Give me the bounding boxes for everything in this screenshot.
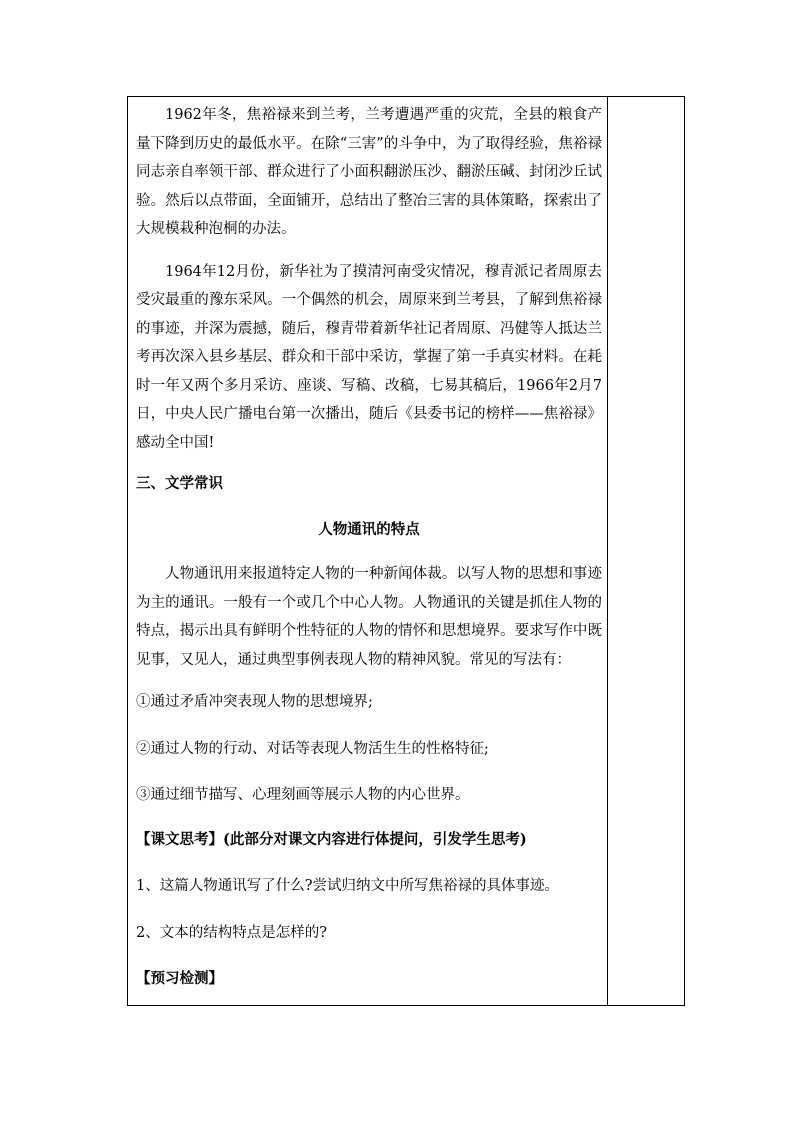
question-item: 2、文本的结构特点是怎样的?: [136, 924, 327, 941]
paragraph-1964: 1964年12月份，新华社为了摸清河南受灾情况，穆青派记者周原去受灾最重的豫东采风。一个偶然的机会，周原来到兰考县，了解到焦裕禄的事迹，并深为震撼，随后，穆青带着新华社记者周原、冯健等人抵达兰考再次深入县乡基层、群众和干部中采访，掌握了第一手真实材料。在耗时一年又两个多月采访、座谈、写稿、改稿，七易其稿后，1966年2月7日，中央人民广播电台第一次播出，随后《县委书记的榜样——焦裕禄》感动全中国!: [136, 263, 602, 451]
list-item: ①通过矛盾冲突表现人物的思想境界;: [136, 694, 373, 710]
list-item: ③通过细节描写、心理刻画等展示人物的内心世界。: [136, 787, 470, 803]
question-item: 1、这篇人物通讯写了什么?尝试归纳文中所写焦裕禄的具体事迹。: [136, 878, 559, 894]
section-heading: 三、文学常识: [136, 475, 223, 492]
main-cell: [136, 97, 602, 994]
paragraph-1962: 1962年冬，焦裕禄来到兰考，兰考遭遇严重的灾荒，全县的粮食产量下降到历史的最低水平。在除“三害”的斗争中，为了取得经验，焦裕禄同志亲自率领干部、群众进行了小面积翻淤压沙、翻淤压碱、封闭沙丘试验。然后以点带面，全面铺开，总结出了整冶三害的具体策略，探索出了大规模栽种泡桐的办法。: [136, 107, 602, 237]
list-item: ②通过人物的行动、对话等表现人物活生生的性格特征;: [136, 740, 489, 757]
paragraph-features: 人物通讯用来报道特定人物的一种新闻体裁。以写人物的思想和事迹为主的通讯。一般有一个或几个中心人物。人物通讯的关键是抓住人物的特点，揭示出具有鲜明个性特征的人物的情怀和思想境界。要求写作中既见事，又见人，通过典型事例表现人物的精神风貌。常见的写法有：: [136, 566, 602, 668]
preview-label: 【预习检测】: [136, 970, 223, 987]
section-subtitle: 人物通讯的特点: [318, 520, 420, 538]
column-divider: [607, 97, 608, 1005]
document-table: [127, 96, 685, 1006]
think-label: 【课文思考】(此部分对课文内容进行体提问，引发学生思考): [136, 830, 527, 848]
